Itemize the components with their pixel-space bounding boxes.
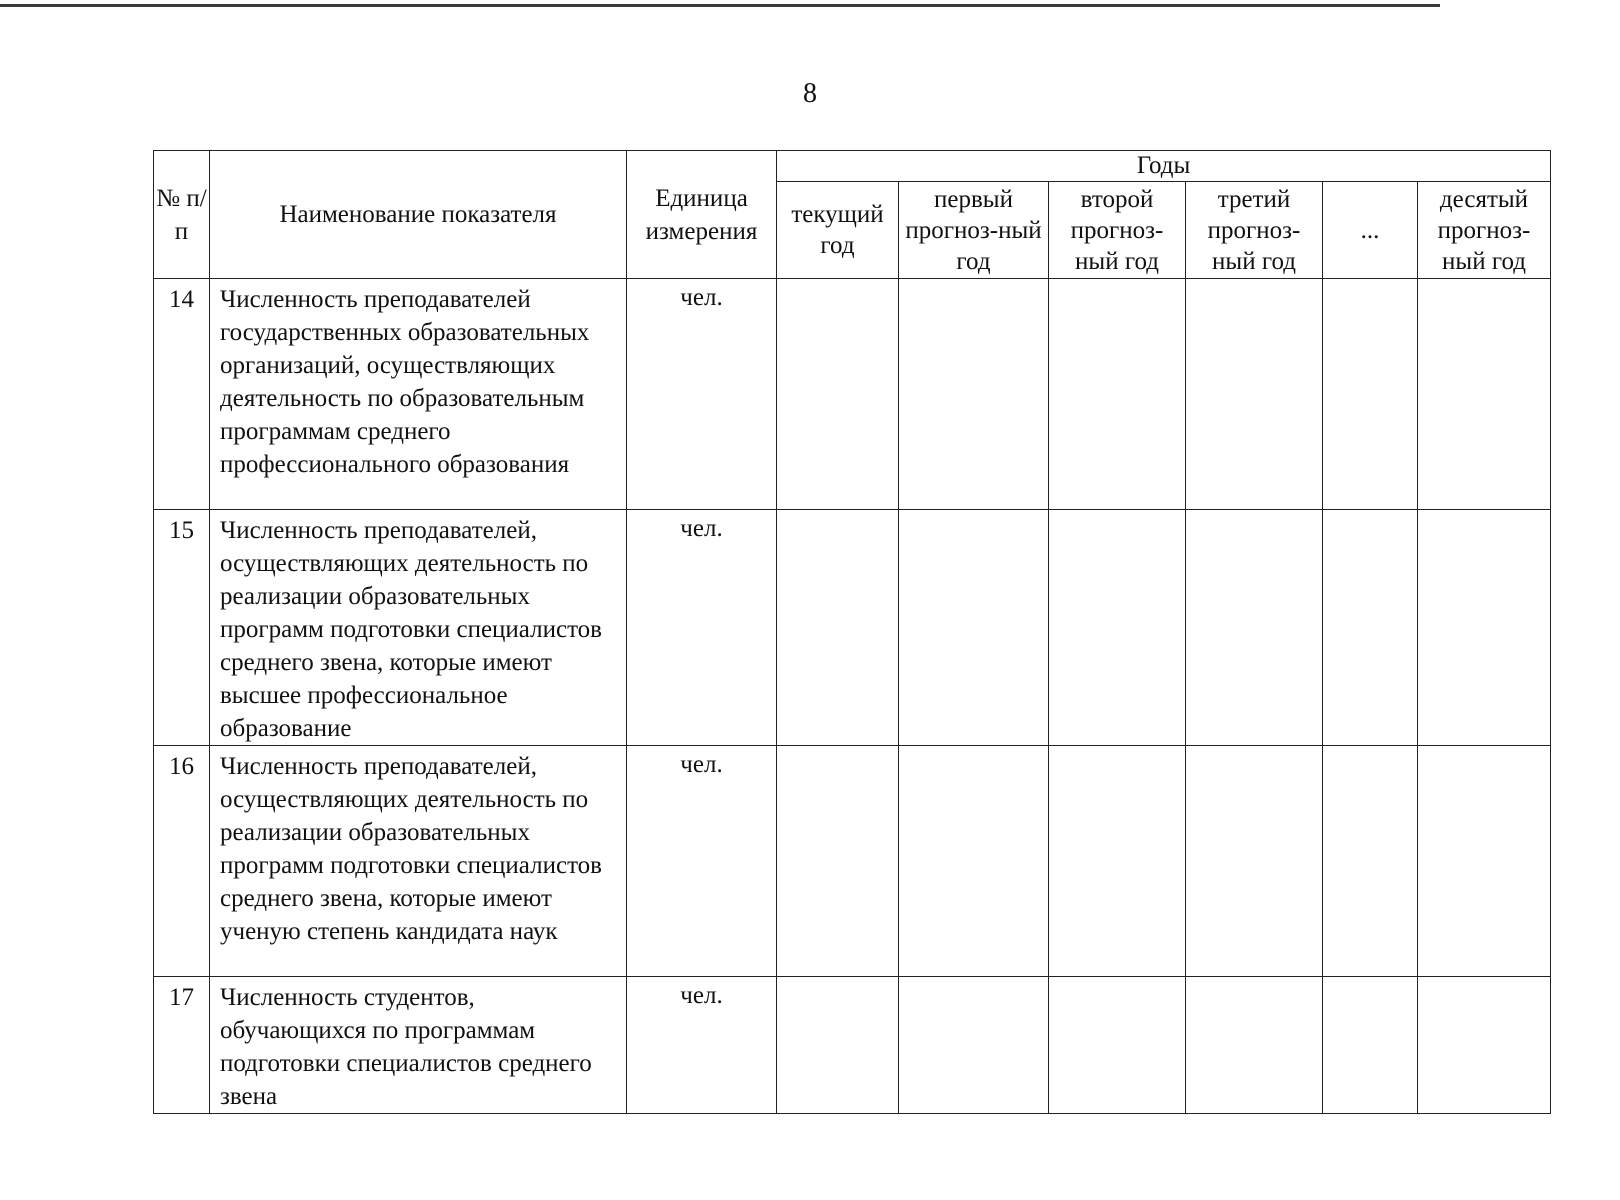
value-cell [777,746,899,977]
value-cell [1418,746,1551,977]
value-cell [1186,279,1323,510]
page-number: 8 [803,78,817,109]
table-row [154,977,1551,1114]
header-year-second: второй прогноз-ный год [1049,182,1186,279]
value-cell [1323,977,1418,1114]
header-num: № п/п [154,151,210,279]
value-cell [1418,510,1551,746]
unit-value: чел. [627,746,777,977]
indicator-name: Численность студентов, обучающихся по программам подготовки специалистов среднего звена [210,977,627,1114]
indicator-name: Численность преподавателей государственных образовательных организаций, осуществляющих деятельность по образовательным программам среднего профессионального образования [210,279,627,510]
value-cell [1323,746,1418,977]
header-years: Годы [777,151,1551,182]
unit-value: чел. [627,510,777,746]
value-cell [1186,510,1323,746]
value-cell [1049,510,1186,746]
value-cell [899,510,1049,746]
value-cell [1049,977,1186,1114]
unit-value: чел. [627,977,777,1114]
header-unit: Единица измерения [627,151,777,279]
row-number: 17 [154,977,210,1114]
value-cell [1418,977,1551,1114]
header-name: Наименование показателя [210,151,627,279]
header-year-current: текущий год [777,182,899,279]
value-cell [1186,977,1323,1114]
indicator-name: Численность преподавателей, осуществляющих деятельность по реализации образовательных программ подготовки специалистов среднего звена, которые имеют высшее профессиональное образование [210,510,627,746]
indicator-name: Численность преподавателей, осуществляющих деятельность по реализации образовательных программ подготовки специалистов среднего звена, которые имеют ученую степень кандидата наук [210,746,627,977]
value-cell [777,510,899,746]
table-row [154,746,1551,977]
value-cell [777,977,899,1114]
value-cell [1049,279,1186,510]
value-cell [1323,510,1418,746]
value-cell [899,746,1049,977]
header-year-ellipsis: ... [1323,182,1418,279]
table-row [154,510,1551,746]
value-cell [899,977,1049,1114]
indicators-table [153,150,1551,1114]
row-number: 16 [154,746,210,977]
value-cell [1186,746,1323,977]
header-year-tenth: десятый прогноз-ный год [1418,182,1551,279]
table-row [154,279,1551,510]
value-cell [1323,279,1418,510]
value-cell [899,279,1049,510]
value-cell [1049,746,1186,977]
header-year-third: третий прогноз-ный год [1186,182,1323,279]
unit-value: чел. [627,279,777,510]
header-year-first: первый прогноз-ный год [899,182,1049,279]
value-cell [1418,279,1551,510]
row-number: 15 [154,510,210,746]
scan-edge-line [0,4,1440,7]
row-number: 14 [154,279,210,510]
value-cell [777,279,899,510]
